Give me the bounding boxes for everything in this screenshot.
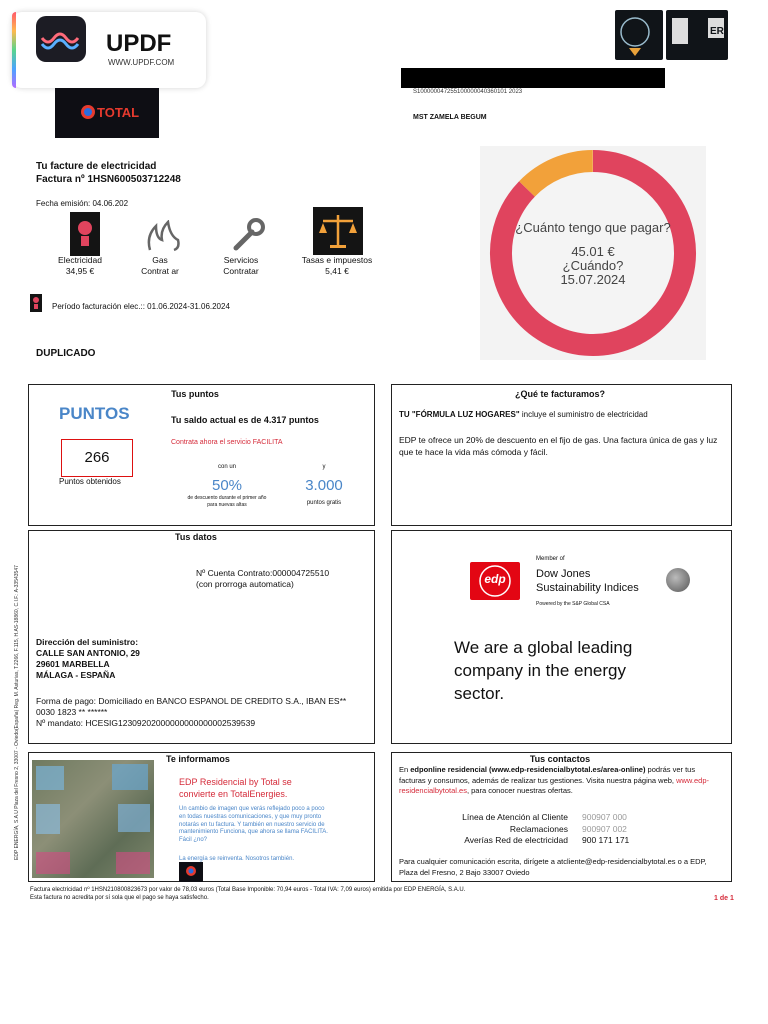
contacts-intro xyxy=(399,765,721,797)
payment-amount: 45.01 € xyxy=(571,244,615,259)
account-reference: S100000047255100000040360101 2023 xyxy=(413,89,523,95)
edp-tagline: We are a global leading company in the energy sector. xyxy=(454,638,633,703)
contract-renewal: (con prorroga automatica) xyxy=(196,579,294,589)
footer-summary: Factura electricidad nº 1HSN210800823673 por valor de 78,03 euros (Total Base Imponible: 70,94 euros - Total IVA: 7,09 euros) emitida por EDP ENERGÍA, S.A.U. xyxy=(30,887,466,893)
dow-jones-label: Dow Jones xyxy=(536,568,591,580)
total-logo xyxy=(55,88,159,138)
member-of-label: Member of xyxy=(536,556,565,562)
address-line-2: 29601 MARBELLA xyxy=(36,659,110,669)
solar-roof-photo xyxy=(32,760,154,878)
updf-logo-icon xyxy=(36,16,86,62)
intro-post: podrás ver tus facturas y consumos, además de realizar tus gestiones. Visita nuestra página web, xyxy=(399,765,696,785)
points-value-label: Puntos obtenidos xyxy=(59,477,121,486)
customer-data-header: Tus datos xyxy=(175,532,217,542)
written-contact: Para cualquier comunicación escrita, dirígete a atcliente@edp-residencialbytotal.es o a EDP, Plaza del Fresno, 2 Bajo 33007 Oviedo xyxy=(399,857,707,877)
contact-line-phone[interactable]: 900 171 171 xyxy=(582,835,630,845)
info-headline: EDP Residencial by Total se convierte en TotalEnergies. xyxy=(179,777,292,799)
payment-question: ¿Cuánto tengo que pagar? xyxy=(515,220,671,235)
page-number: 1 de 1 xyxy=(714,895,734,902)
website-link[interactable]: www.edp-residencialbytotal.es xyxy=(399,775,710,795)
category-value: 34,95 € xyxy=(65,266,95,276)
contact-line-phone[interactable]: 900907 000 xyxy=(582,812,627,822)
category-label: Gas xyxy=(152,255,168,265)
address-line-1: CALLE SAN ANTONIO, 29 xyxy=(36,648,140,658)
address-label: Dirección del suministro: xyxy=(36,637,139,647)
y-label: y xyxy=(322,464,326,470)
intro-pre: En xyxy=(399,765,411,774)
billing-period: Período facturación elec.:: 01.06.2024-31.06.2024 xyxy=(52,302,230,311)
issue-date: Fecha emisión: 04.06.202 xyxy=(36,199,129,208)
contacts-header: Tus contactos xyxy=(529,754,591,764)
invoice-title: Tu facture de electricidad xyxy=(36,161,157,172)
billing-header: ¿Qué te facturamos? xyxy=(514,389,606,399)
category-value: Contratar xyxy=(223,266,259,276)
category-value: Contrat ar xyxy=(141,266,179,276)
category-label: Tasas e impuestos xyxy=(301,255,373,265)
points-header: Tus puntos xyxy=(171,389,219,399)
category-label: Servicios xyxy=(223,255,259,265)
svg-text:ER: ER xyxy=(710,26,724,37)
period-bulb-icon xyxy=(30,294,42,312)
duplicate-label: DUPLICADO xyxy=(36,348,96,359)
globe-icon xyxy=(666,568,690,592)
formula-name: TU "FÓRMULA LUZ HOGARES" xyxy=(399,410,520,419)
area-online-link[interactable]: edponline residencial (www.edp-residencialbytotal.es/area-online) xyxy=(410,765,646,774)
con-un-label: con un xyxy=(217,464,236,470)
category-label: Electricidad xyxy=(58,255,102,265)
billing-formula xyxy=(399,410,721,419)
customer-name: MST ZAMELA BEGUM xyxy=(413,114,487,121)
svg-text:TOTAL: TOTAL xyxy=(97,105,140,120)
bonus-points: 3.000 xyxy=(305,477,343,494)
sustainability-label: Sustainability Indices xyxy=(536,582,639,594)
updf-url: WWW.UPDF.COM xyxy=(108,58,175,67)
mandate-number: Nº mandato: HCESIG12309202000000000000002539539 xyxy=(36,718,256,728)
info-header: Te informamos xyxy=(166,754,230,764)
contract-number: Nº Cuenta Contrato:000004725510 xyxy=(196,568,330,578)
contact-line-label: Averías Red de electricidad xyxy=(464,835,568,845)
info-body: Un cambio de imagen que verás reflejado poco a poco en todas nuestras comunicaciones, y que muy pronto notarás en tu factura. Y también en nuestro servicio de mantenimiento Funciona, que ahora se llama FACILITA. Fácil ¿no? xyxy=(179,806,328,844)
bonus-description: puntos gratis xyxy=(306,500,342,506)
points-brand: PUNTOS xyxy=(59,404,130,423)
discount-percent: 50% xyxy=(211,477,243,494)
lightbulb-icon xyxy=(70,212,100,256)
updf-brand: UPDF xyxy=(106,30,172,57)
intro-end: , para conocer nuestras ofertas. xyxy=(466,786,573,795)
powered-by: Powered by the S&P Global CSA xyxy=(536,601,610,607)
flame-icon xyxy=(144,220,182,257)
contact-line-label: Línea de Atención al Cliente xyxy=(462,812,568,822)
points-balance: Tu saldo actual es de 4.317 puntos xyxy=(171,415,319,425)
excellence-seal-icon xyxy=(615,10,663,60)
category-value: 5,41 € xyxy=(325,266,349,276)
payment-method: Forma de pago: Domiciliado en BANCO ESPANOL DE CREDITO S.A., IBAN ES** 0030 1823 ** ****** xyxy=(36,696,347,717)
payment-when: ¿Cuándo? xyxy=(562,258,624,273)
contact-line-phone[interactable]: 900907 002 xyxy=(582,823,627,834)
edp-logo-text: edp xyxy=(484,572,506,586)
discount-description: de descuento durante el primer año para nuevas altas xyxy=(187,495,267,508)
scales-icon xyxy=(313,207,363,255)
info-footer: La energía se reinventa. Nosotros también. xyxy=(179,856,295,862)
company-registration: EDP ENERGÍA, S.A.U Plaza del Fresno 2, 33007 - Oviedo(España) Reg. M. Asturias, T.2266, F.115, H.AS-18860, C.I.F.: A-33543547 xyxy=(14,565,20,860)
facilita-cta-link[interactable]: Contrata ahora el servicio FACILITA xyxy=(171,439,283,446)
redacted-address xyxy=(401,68,665,88)
points-value: 266 xyxy=(61,439,133,477)
totalenergies-logo xyxy=(179,862,203,882)
updf-stripe xyxy=(12,12,16,88)
contact-line-label: Reclamaciones xyxy=(509,823,568,834)
wrench-icon xyxy=(232,218,266,257)
footer-disclaimer: Esta factura no acredita por sí sola que el pago se haya satisfecho. xyxy=(30,895,209,901)
formula-desc: incluye el suministro de electricidad xyxy=(519,410,648,419)
invoice-number: Factura nº 1HSN600503712248 xyxy=(36,174,181,185)
payment-date: 15.07.2024 xyxy=(560,272,626,287)
certification-logos-icon xyxy=(666,10,728,60)
address-line-3: MÁLAGA - ESPAÑA xyxy=(36,670,116,680)
billing-offer: EDP te ofrece un 20% de descuento en el fijo de gas. Una factura única de gas y luz que te hace la vida más cómoda y fácil. xyxy=(399,435,718,457)
